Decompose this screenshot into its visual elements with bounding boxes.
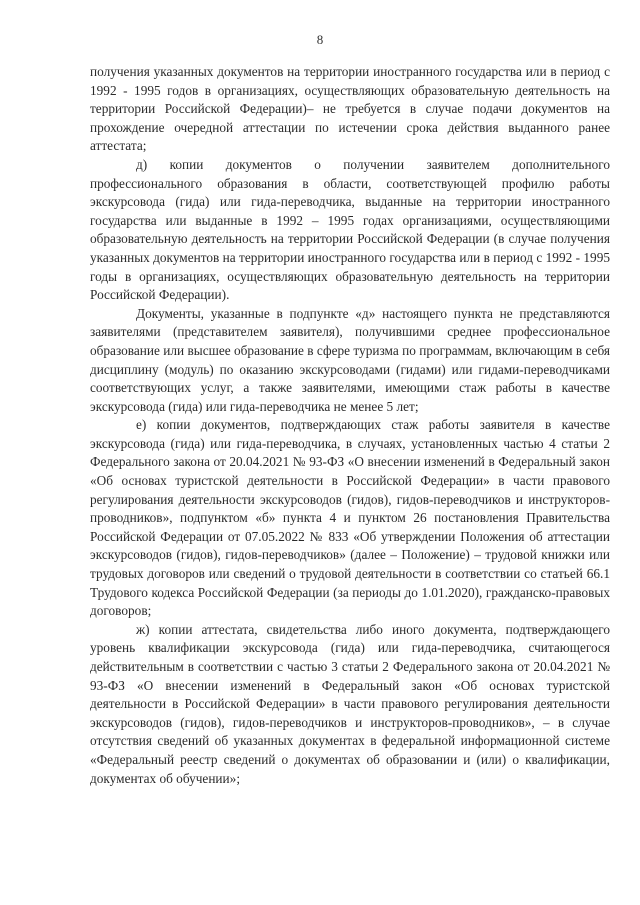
- document-body: [90, 63, 610, 788]
- page-number: 8: [316, 32, 324, 47]
- paragraph-item-d: д) копии документов о получении заявителем дополнительного профессионального образования в области, соответствующей профилю работы экскурсовода (гида) или гида-переводчика, выданные на территории иностранного государства или выданные в 1992 – 1995 годах организациями, осуществляющими образовательную деятельность на территории Российской Федерации (в случае получения указанных документов на территории иностранного государства или в период с 1992 - 1995 годы в организациях, осуществляющих образовательную деятельность на территории Российской Федерации).: [90, 156, 610, 303]
- paragraph-item-zh: ж) копии аттестата, свидетельства либо иного документа, подтверждающего уровень квалификации экскурсовода (гида) или гида-переводчика, считающегося действительным в соответствии с частью 3 статьи 2 Федерального закона от 20.04.2021 № 93-ФЗ «О внесении изменений в Федеральный закон «Об основах туристской деятельности в Российской Федерации» в части правового регулирования деятельности экскурсоводов (гидов), гидов-переводчиков и инструкторов-проводников», – в случае отсутствия сведений об указанных документах в федеральной информационной системе «Федеральный реестр сведений о документах об образовании и (или) о квалификации, документах об обучении»;: [90, 621, 610, 786]
- paragraph-continuation: получения указанных документов на территории иностранного государства или в период с 1992 - 1995 годов в организациях, осуществляющих образовательную деятельность на территории Российской Федерации)– не требуется в случае подачи документов на прохождение очередной аттестации по истечении срока действия выданного ранее аттестата;: [90, 64, 610, 154]
- paragraph-documents-note: Документы, указанные в подпункте «д» настоящего пункта не представляются заявителями (представителем заявителя), получившими среднее профессиональное образование или высшее образование в сфере туризма по программам, включающим в себя дисциплину (модуль) по оказанию экскурсоводами (гидами) или гидами-переводчиками соответствующих услуг, а также заявителями, имеющими стаж работы в качестве экскурсовода (гида) или гида-переводчика не менее 5 лет;: [90, 305, 610, 414]
- paragraph-item-e: е) копии документов, подтверждающих стаж работы заявителя в качестве экскурсовода (гида) или гида-переводчика, в случаях, установленных частью 4 статьи 2 Федерального закона от 20.04.2021 № 93-ФЗ «О внесении изменений в Федеральный закон «Об основах туристской деятельности в Российской Федерации» в части правового регулирования деятельности экскурсоводов (гидов), гидов-переводчиков и инструкторов-проводников», подпунктом «б» пункта 4 и пунктом 26 постановления Правительства Российской Федерации от 07.05.2022 № 833 «Об утверждении Положения об аттестации экскурсоводов (гидов), гидов-переводчиков» (далее – Положение) – трудовой книжки или трудовых договоров или сведений о трудовой деятельности в соответствии со статьей 66.1 Трудового кодекса Российской Федерации (за периоды до 1.01.2020), гражданско-правовых договоров;: [90, 417, 610, 619]
